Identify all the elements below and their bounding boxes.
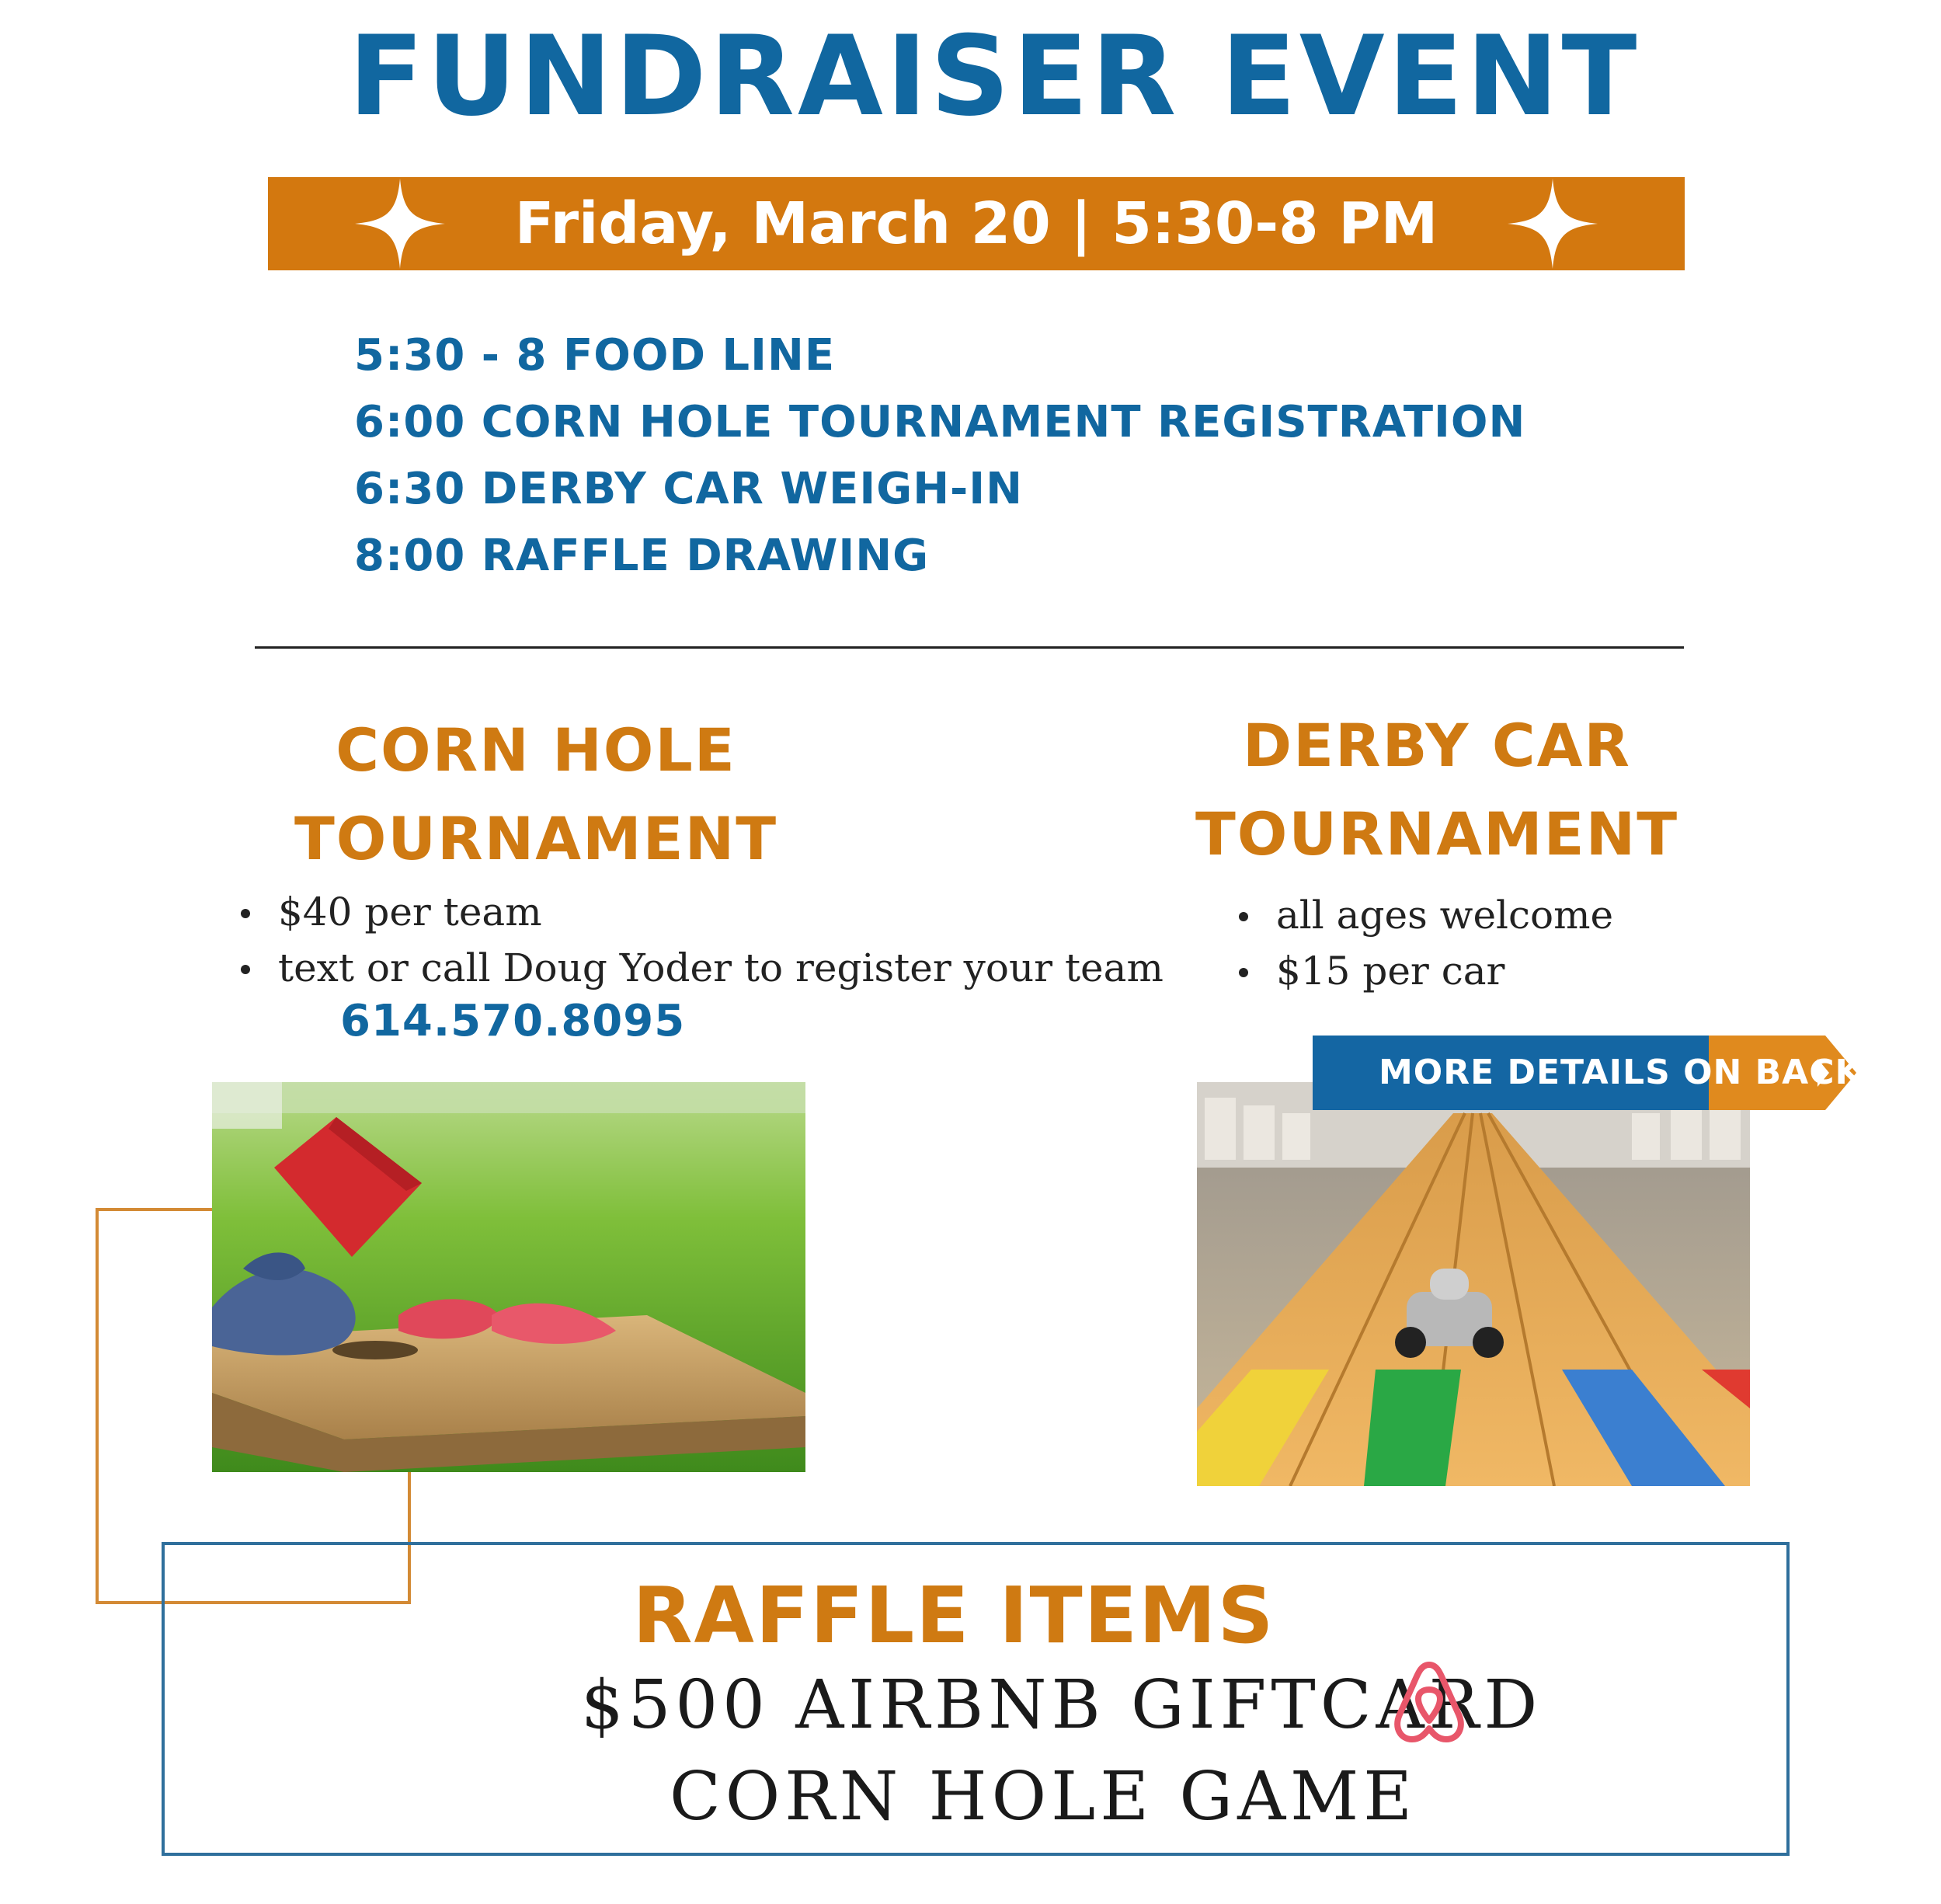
corn-hole-heading-line2: TOURNAMENT <box>294 804 778 873</box>
schedule-item: 6:00 CORN HOLE TOURNAMENT REGISTRATION <box>354 397 1526 447</box>
page-title: FUNDRAISER EVENT <box>348 12 1640 141</box>
event-schedule <box>354 322 1525 590</box>
derby-car-bullets <box>1231 887 1613 999</box>
more-details-label: MORE DETAILS ON BACK <box>1379 1053 1863 1092</box>
derby-car-heading-line2: TOURNAMENT <box>1195 799 1679 868</box>
schedule-item: 8:00 RAFFLE DRAWING <box>354 531 930 581</box>
list-item: $15 per car <box>1231 943 1613 999</box>
cornhole-photo <box>212 1082 805 1472</box>
corn-hole-heading-line1: CORN HOLE <box>336 715 736 785</box>
derby-car-heading-line1: DERBY CAR <box>1243 711 1631 780</box>
list-item: $40 per team <box>233 884 1164 940</box>
schedule-item: 6:30 DERBY CAR WEIGH-IN <box>354 464 1024 514</box>
derby-track-photo <box>1197 1082 1750 1486</box>
contact-phone: 614.570.8095 <box>340 996 686 1046</box>
airbnb-logo-icon <box>1390 1659 1468 1744</box>
schedule-item: 5:30 - 8 FOOD LINE <box>354 330 836 381</box>
raffle-title: RAFFLE ITEMS <box>632 1570 1275 1661</box>
event-date: Friday, March 20 | 5:30-8 PM <box>514 190 1438 257</box>
sparkle-icon <box>1506 177 1599 270</box>
list-item: text or call Doug Yoder to register your team <box>233 940 1164 996</box>
corn-hole-bullets <box>233 884 1164 996</box>
section-divider <box>255 646 1684 649</box>
raffle-item: $500 AIRBNB GIFTCARD <box>581 1666 1543 1744</box>
list-item: all ages welcome <box>1231 887 1613 943</box>
raffle-item: CORN HOLE GAME <box>670 1758 1417 1836</box>
date-banner <box>268 177 1685 270</box>
